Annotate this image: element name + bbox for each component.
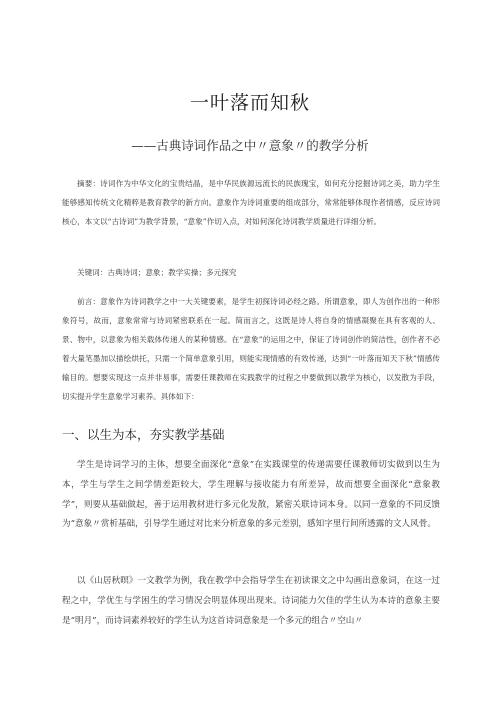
keywords-line: 关键词：古典诗词；意象；教学实操；多元探究 — [77, 268, 237, 277]
abstract-paragraph: 摘要：诗词作为中华文化的宝贵结晶，是中华民族源远流长的民族瑰宝，如何充分挖掘诗词之美，助力学生能够感知传统文化精粹是教育教学的新方向。意象作为诗词重要的组成部分，常常能够体现作者情感，反应诗词核心，本文以“古诗词”为教学背景，“意象”作切入点，对如何深化诗词教学质量进行详细分析。 — [62, 179, 440, 226]
body-paragraph-2: 以《山居秋暝》一文教学为例，我在教学中会指导学生在初读课文之中勾画出意象词，在这一过程之中，学优生与学困生的学习情况会明显体现出现来。诗词能力欠佳的学生认为本诗的意象主要是“明月”，而诗词素养较好的学生认为这首诗词意象是一个多元的组合〃空山〃 — [62, 576, 440, 626]
section-heading: 一、以生为本，夯实教学基础 — [62, 427, 225, 442]
document-subtitle: ——古典诗词作品之中〃意象〃的教学分析 — [131, 138, 369, 153]
document-title: 一叶落而知秋 — [189, 92, 310, 114]
body-paragraph-1: 学生是诗词学习的主体，想要全面深化“意象”在实践课堂的传递需要任课教师切实做到以生为本，学生与学生之间学情差距较大，学生理解与接收能力有所差异，故而想要全面深化“意象教学”，则要从基础做起，善于运用教材进行多元化发散，紧密关联诗词本身。以同一意象的不同反馈为“意象〃赏析基础，引导学生通过对比来分析意象的多元差别，感知字里行间所透露的文人风骨。 — [62, 460, 440, 530]
preface-paragraph: 前言：意象作为诗词教学之中一大关键要素，是学生初探诗词必经之路。所谓意象，即人为创作出的一种形象符号，故而，意象常常与诗词紧密联系在一起。简而言之，这既是诗人将自身的情感凝聚在具有客观的人、景、物中，以意象为相关载体传递人的某种情感。在“意象”的运用之中，保证了诗词创作的简洁性，创作者不必着大量笔墨加以描绘烘托，只需一个简单意象引用，则能实现情感的有效传递，达到“一叶落而知天下秋”情感传输目的。想要实现这一点并非易事，需要任课教师在实践教学的过程之中要做到以教学为核心，以发散为手段，切实提升学生意象学习素养。具体如下： — [62, 297, 440, 401]
